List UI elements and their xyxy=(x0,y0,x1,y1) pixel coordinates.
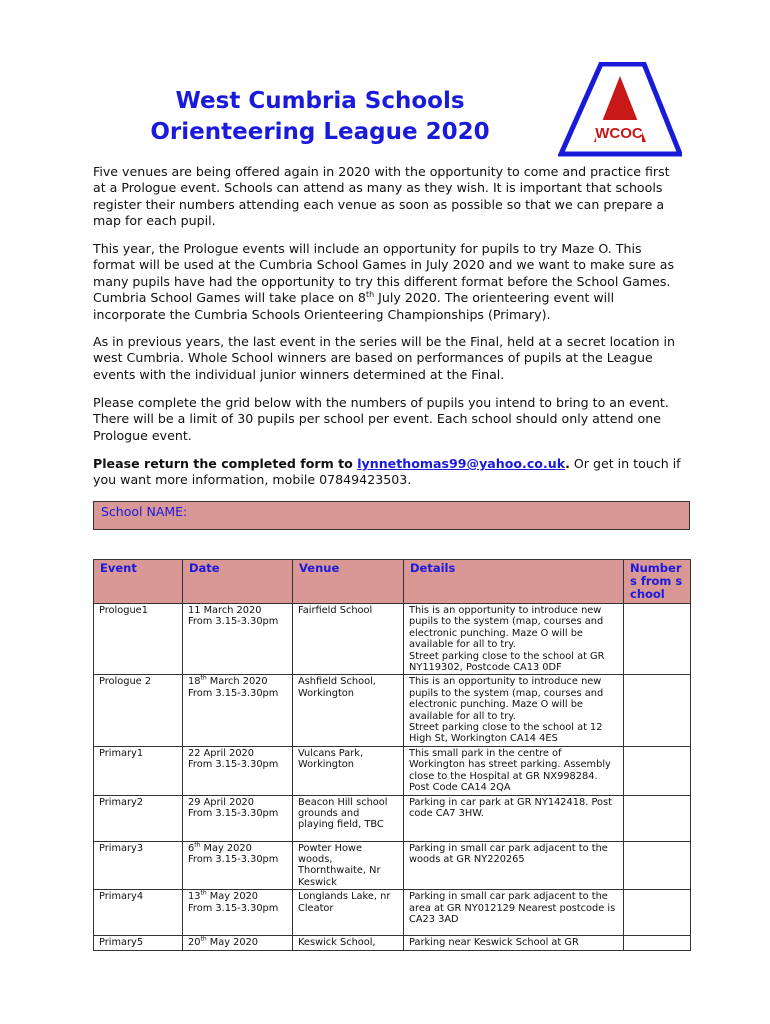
date-line xyxy=(188,676,287,687)
header-event: Event xyxy=(94,560,183,604)
header-date: Date xyxy=(183,560,293,604)
header-venue: Venue xyxy=(293,560,404,604)
date-line xyxy=(188,843,287,854)
date-day: 6 xyxy=(188,842,195,854)
date-suffix: th xyxy=(194,841,201,849)
event-cell: Prologue1 xyxy=(94,604,183,675)
date-month: May 2020 xyxy=(206,937,259,949)
table-row xyxy=(94,841,691,890)
date-cell xyxy=(183,936,293,950)
details-cell: Parking in car park at GR NY142418. Post code CA7 3HW. xyxy=(404,795,624,841)
table-row xyxy=(94,936,691,950)
details-cell: This small park in the centre of Workington has street parking. Assembly close to the Hospital at GR NX998284. Post Code CA14 2QA xyxy=(404,746,624,795)
date-day: 18 xyxy=(188,676,201,688)
page-title xyxy=(110,86,530,148)
table-row xyxy=(94,746,691,795)
venue-cell: Fairfield School xyxy=(293,604,404,675)
date-time: From 3.15-3.30pm xyxy=(188,807,279,819)
table-row xyxy=(94,890,691,936)
date-month: April 2020 xyxy=(200,796,255,808)
event-cell: Primary3 xyxy=(94,841,183,890)
numbers-input-cell[interactable] xyxy=(624,795,691,841)
intro-paragraph-2 xyxy=(93,241,683,323)
venue-cell: Keswick School, xyxy=(293,936,404,950)
logo-text: WCOC xyxy=(595,125,643,142)
date-time: From 3.15-3.30pm xyxy=(188,687,279,699)
date-line xyxy=(188,605,287,616)
date-suffix: th xyxy=(200,675,207,683)
date-suffix: th xyxy=(200,889,207,897)
date-month: March 2020 xyxy=(206,676,268,688)
school-name-field[interactable] xyxy=(93,501,690,530)
date-time: From 3.15-3.30pm xyxy=(188,902,279,914)
numbers-input-cell[interactable] xyxy=(624,746,691,795)
date-line xyxy=(188,937,287,948)
title-line-1: West Cumbria Schools xyxy=(175,88,465,114)
wcoc-logo xyxy=(558,62,682,158)
details-cell: This is an opportunity to introduce new pupils to the system (map, courses and electronic punching. Maze O will be available for all to try. Street parking close to the school at GR NY119302, Postcode CA13 0DF xyxy=(404,604,624,675)
intro-paragraph-1: Five venues are being offered again in 2020 with the opportunity to come and practice first at a Prologue event. Schools can attend as many as they wish. It is important that schools register their numbers attending each venue as soon as possible so that we can prepare a map for each pupil. xyxy=(93,164,670,229)
numbers-input-cell[interactable] xyxy=(624,890,691,936)
numbers-input-cell[interactable] xyxy=(624,841,691,890)
date-time: From 3.15-3.30pm xyxy=(188,759,279,771)
date-suffix: th xyxy=(200,935,207,943)
header-details: Details xyxy=(404,560,624,604)
date-cell xyxy=(183,890,293,936)
event-cell: Primary5 xyxy=(94,936,183,950)
date-month: May 2020 xyxy=(200,842,252,854)
return-dot: . xyxy=(565,456,570,471)
date-day: 22 xyxy=(188,747,201,759)
date-cell xyxy=(183,795,293,841)
p2-text-a: This year, the Prologue events will include an opportunity for pupils to try Maze O. This format will be used at the Cumbria School Games in July 2020 and we want to make sure as many pupils have had the opportunity to try this different format before the School Games. Cumbria School Games will take place on 8 xyxy=(93,241,675,306)
details-cell: Parking in small car park adjacent to the area at GR NY012129 Nearest postcode is CA23 3AD xyxy=(404,890,624,936)
venue-cell: Powter Howe woods, Thornthwaite, Nr Keswick xyxy=(293,841,404,890)
table-header-row xyxy=(94,560,691,604)
date-cell xyxy=(183,604,293,675)
event-cell: Primary2 xyxy=(94,795,183,841)
event-cell: Prologue 2 xyxy=(94,675,183,746)
venue-cell: Longlands Lake, nr Cleator xyxy=(293,890,404,936)
date-cell xyxy=(183,675,293,746)
venue-cell: Ashfield School, Workington xyxy=(293,675,404,746)
p2-text-b: July 2020. The orienteering event will incorporate the Cumbria Schools Orienteering Championships (Primary). xyxy=(93,290,615,322)
date-cell xyxy=(183,841,293,890)
numbers-input-cell[interactable] xyxy=(624,675,691,746)
date-cell xyxy=(183,746,293,795)
date-day: 13 xyxy=(188,891,201,903)
date-time: From 3.15-3.30pm xyxy=(188,853,279,865)
return-label: Please return the completed form to xyxy=(93,456,358,471)
details-cell: Parking near Keswick School at GR xyxy=(404,936,624,950)
date-month: May 2020 xyxy=(206,891,259,903)
table-body xyxy=(94,604,691,951)
return-rest: Or get in touch if you want more information, mobile 07849423503. xyxy=(93,456,681,488)
date-line xyxy=(188,797,287,808)
numbers-input-cell[interactable] xyxy=(624,604,691,675)
table-row xyxy=(94,675,691,746)
title-line-2: Orienteering League 2020 xyxy=(150,119,490,145)
date-day: 29 xyxy=(188,796,201,808)
date-day: 20 xyxy=(188,937,201,949)
events-table xyxy=(93,559,691,951)
p2-sup: th xyxy=(365,290,375,300)
date-line xyxy=(188,891,287,902)
date-day: 11 xyxy=(188,605,201,616)
details-cell: Parking in small car park adjacent to the woods at GR NY220265 xyxy=(404,841,624,890)
contact-email-link[interactable]: lynnethomas99@yahoo.co.uk xyxy=(357,456,566,471)
event-cell: Primary1 xyxy=(94,746,183,795)
date-month: March 2020 xyxy=(200,605,262,616)
event-cell: Primary4 xyxy=(94,890,183,936)
date-time: From 3.15-3.30pm xyxy=(188,616,279,628)
header-numbers: Numbers from school xyxy=(624,560,691,604)
date-month: April 2020 xyxy=(200,747,255,759)
intro-paragraph-4: Please complete the grid below with the numbers of pupils you intend to bring to an event. There will be a limit of 30 pupils per school per event. Each school should only attend one Prologue event. xyxy=(93,395,669,443)
return-instructions xyxy=(93,456,683,489)
venue-cell: Beacon Hill school grounds and playing field, TBC xyxy=(293,795,404,841)
table-row xyxy=(94,604,691,675)
details-cell: This is an opportunity to introduce new pupils to the system (map, courses and electronic punching. Maze O will be available for all to try. Street parking close to the school at 12 High St, Workington CA14 4ES xyxy=(404,675,624,746)
venue-cell: Vulcans Park, Workington xyxy=(293,746,404,795)
school-name-label: School NAME: xyxy=(101,504,188,519)
table-row xyxy=(94,795,691,841)
numbers-input-cell[interactable] xyxy=(624,936,691,950)
intro-paragraph-3: As in previous years, the last event in the series will be the Final, held at a secret location in west Cumbria. Whole School winners are based on performances of pupils at the League events with the individual junior winners determined at the Final. xyxy=(93,334,676,382)
date-line xyxy=(188,748,287,759)
